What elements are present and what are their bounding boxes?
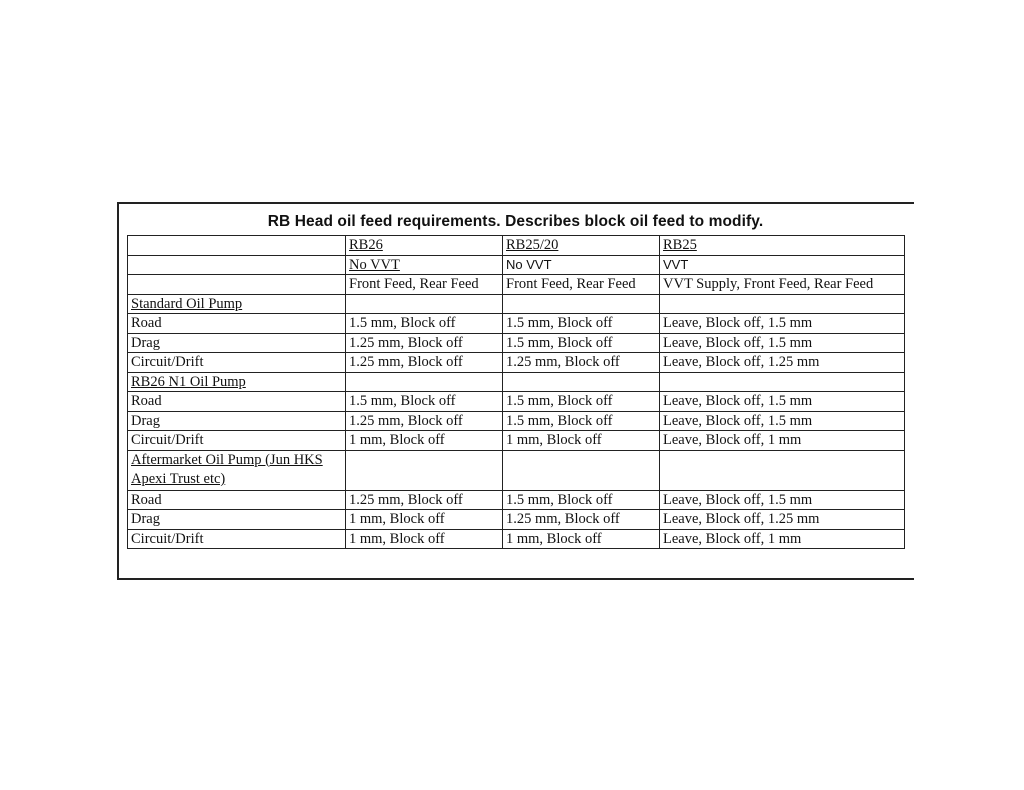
- section-row-standard-pump: [128, 294, 905, 314]
- cell-rb25: Leave, Block off, 1.5 mm: [660, 490, 905, 510]
- section-empty-cell: [503, 372, 660, 392]
- cell-rb26: 1.5 mm, Block off: [346, 314, 503, 334]
- cell-rb25: Leave, Block off, 1.5 mm: [660, 392, 905, 412]
- header-feed-rb26: Front Feed, Rear Feed: [346, 275, 503, 295]
- table-row: [128, 510, 905, 530]
- section-empty-cell: [660, 372, 905, 392]
- header-empty-cell: [128, 255, 346, 275]
- header-vvt-rb25: VVT: [660, 255, 905, 275]
- section-title: Standard Oil Pump: [128, 294, 346, 314]
- cell-rb25-20: 1.5 mm, Block off: [503, 314, 660, 334]
- cell-rb25: Leave, Block off, 1.5 mm: [660, 314, 905, 334]
- cell-rb26: 1.5 mm, Block off: [346, 392, 503, 412]
- row-label: Road: [128, 314, 346, 334]
- header-engine-rb25-20: RB25/20: [503, 236, 660, 256]
- cell-rb26: 1.25 mm, Block off: [346, 411, 503, 431]
- section-row-aftermarket-pump: [128, 450, 905, 490]
- section-empty-cell: [660, 450, 905, 490]
- row-label: Drag: [128, 333, 346, 353]
- header-feed-rb25: VVT Supply, Front Feed, Rear Feed: [660, 275, 905, 295]
- cell-rb25: Leave, Block off, 1.25 mm: [660, 510, 905, 530]
- cell-rb25-20: 1 mm, Block off: [503, 529, 660, 549]
- section-title: Aftermarket Oil Pump (Jun HKS Apexi Trust etc): [128, 450, 346, 490]
- cell-rb25: Leave, Block off, 1.25 mm: [660, 353, 905, 373]
- header-vvt-rb25-20: No VVT: [503, 255, 660, 275]
- cell-rb26: 1.25 mm, Block off: [346, 490, 503, 510]
- cell-rb26: 1.25 mm, Block off: [346, 353, 503, 373]
- cell-rb26: 1 mm, Block off: [346, 510, 503, 530]
- row-label: Road: [128, 392, 346, 412]
- header-row-engine: [128, 236, 905, 256]
- table-row: [128, 529, 905, 549]
- table-row: [128, 333, 905, 353]
- header-row-feed: [128, 275, 905, 295]
- header-feed-rb25-20: Front Feed, Rear Feed: [503, 275, 660, 295]
- cell-rb25-20: 1.5 mm, Block off: [503, 411, 660, 431]
- section-empty-cell: [503, 294, 660, 314]
- oil-feed-table: [127, 235, 905, 549]
- cell-rb25: Leave, Block off, 1.5 mm: [660, 333, 905, 353]
- row-label: Circuit/Drift: [128, 353, 346, 373]
- table-row: [128, 431, 905, 451]
- cell-rb26: 1 mm, Block off: [346, 431, 503, 451]
- section-empty-cell: [503, 450, 660, 490]
- row-label: Circuit/Drift: [128, 431, 346, 451]
- section-empty-cell: [346, 294, 503, 314]
- header-engine-rb25: RB25: [660, 236, 905, 256]
- row-label: Drag: [128, 510, 346, 530]
- table-row: [128, 392, 905, 412]
- row-label: Drag: [128, 411, 346, 431]
- table-body: [128, 236, 905, 549]
- table-row: [128, 353, 905, 373]
- cell-rb25-20: 1.25 mm, Block off: [503, 510, 660, 530]
- cell-rb25: Leave, Block off, 1 mm: [660, 529, 905, 549]
- cell-rb25-20: 1.5 mm, Block off: [503, 490, 660, 510]
- header-empty-cell: [128, 275, 346, 295]
- cell-rb25-20: 1.5 mm, Block off: [503, 392, 660, 412]
- table-title: RB Head oil feed requirements. Describes block oil feed to modify.: [267, 213, 764, 230]
- table-row: [128, 314, 905, 334]
- cell-rb25-20: 1.5 mm, Block off: [503, 333, 660, 353]
- section-title: RB26 N1 Oil Pump: [128, 372, 346, 392]
- table-row: [128, 490, 905, 510]
- header-empty-cell: [128, 236, 346, 256]
- cell-rb25-20: 1 mm, Block off: [503, 431, 660, 451]
- cell-rb26: 1.25 mm, Block off: [346, 333, 503, 353]
- row-label: Circuit/Drift: [128, 529, 346, 549]
- cell-rb26: 1 mm, Block off: [346, 529, 503, 549]
- section-row-n1-pump: [128, 372, 905, 392]
- row-label: Road: [128, 490, 346, 510]
- section-empty-cell: [660, 294, 905, 314]
- cell-rb25: Leave, Block off, 1.5 mm: [660, 411, 905, 431]
- header-engine-rb26: RB26: [346, 236, 503, 256]
- cell-rb25-20: 1.25 mm, Block off: [503, 353, 660, 373]
- section-empty-cell: [346, 450, 503, 490]
- header-vvt-rb26: No VVT: [346, 255, 503, 275]
- header-row-vvt: [128, 255, 905, 275]
- table-row: [128, 411, 905, 431]
- section-empty-cell: [346, 372, 503, 392]
- cell-rb25: Leave, Block off, 1 mm: [660, 431, 905, 451]
